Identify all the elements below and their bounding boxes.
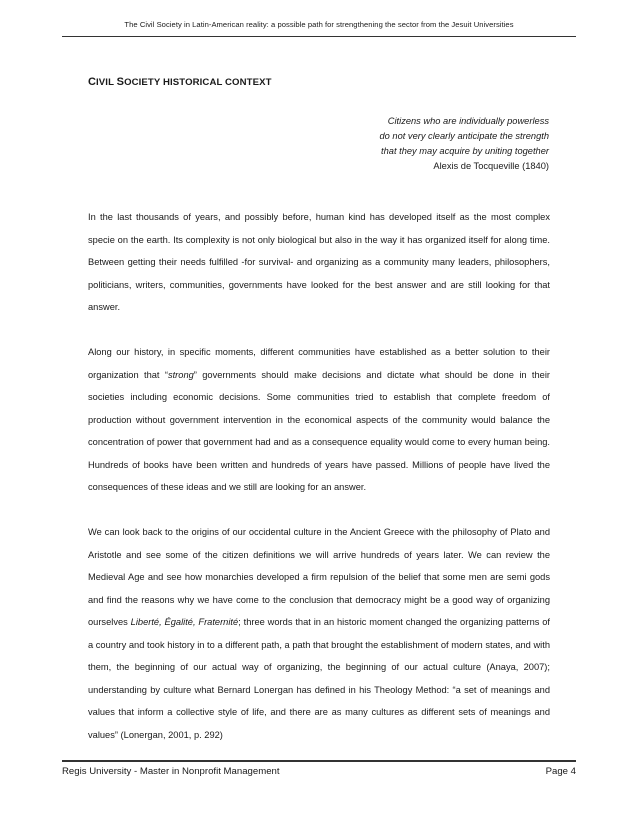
epigraph-line: that they may acquire by uniting together	[381, 146, 549, 156]
epigraph-line: do not very clearly anticipate the strength	[379, 131, 549, 141]
body-text	[88, 206, 550, 769]
paragraph-2: Along our history, in specific moments, different communities have established as a better solution to their organization that “strong” governments should make decisions and dictate what should be done in their societies including economic decisions. Some communities tried to establish that complete freedom of production without government intervention in the economical aspects of the community would balance the concentration of power that government had and as a consequence equality would come to every human being. Hundreds of books have been written and hundreds of years have passed. Millions of people have lived the consequences of these ideas and we still are looking for an answer.	[88, 347, 550, 492]
paragraph-3: We can look back to the origins of our occidental culture in the Ancient Greece with the philosophy of Plato and Aristotle and see some of the citizen definitions we will arrive hundreds of years later. We can review the Medieval Age and see how monarchies developed a firm repulsion of the belief that some men are semi gods and find the reasons why we have come to the conclusion that democracy might be a good way of organizing ourselves Liberté, Égalité, Fraternité; three words that in an historic moment changed the organizing patterns of a country and took history in to a different path, a path that brought the establishment of modern states, and with them, the beginning of our actual way of organizing, the beginning of our actual culture (Anaya, 2007); understanding by culture what Bernard Lonergan has defined in his Theology Method: “a set of meanings and values that inform a collective style of life, and there are as many cultures as different sets of meanings and values” (Lonergan, 2001, p. 292)	[88, 527, 551, 740]
emphasis: strong	[167, 369, 194, 380]
epigraph-attribution: Alexis de Tocqueville (1840)	[433, 161, 549, 171]
paragraph-1: In the last thousands of years, and possibly before, human kind has developed itself as the most complex specie on the earth. Its complexity is not only biological but also in the way it has organized itself for along time. Between getting their needs fulfilled -for survival- and organizing as a community many leaders, philosophers, politicians, writers, communities, governments have looked for the best answer and are still looking for that answer.	[88, 212, 550, 312]
page-number: Page 4	[545, 766, 576, 777]
footer-institution: Regis University - Master in Nonprofit Management	[62, 766, 280, 777]
epigraph	[309, 114, 549, 174]
emphasis: Liberté, Égalité, Fraternité	[130, 617, 239, 627]
section-title: CIVIL SOCIETY HISTORICAL CONTEXT	[88, 76, 272, 88]
footer-rule	[62, 760, 576, 762]
running-header: The Civil Society in Latin-American reality: a possible path for strengthening the sector from the Jesuit Universities	[124, 20, 514, 29]
epigraph-line: Citizens who are individually powerless	[387, 116, 549, 126]
header-rule	[62, 36, 576, 37]
